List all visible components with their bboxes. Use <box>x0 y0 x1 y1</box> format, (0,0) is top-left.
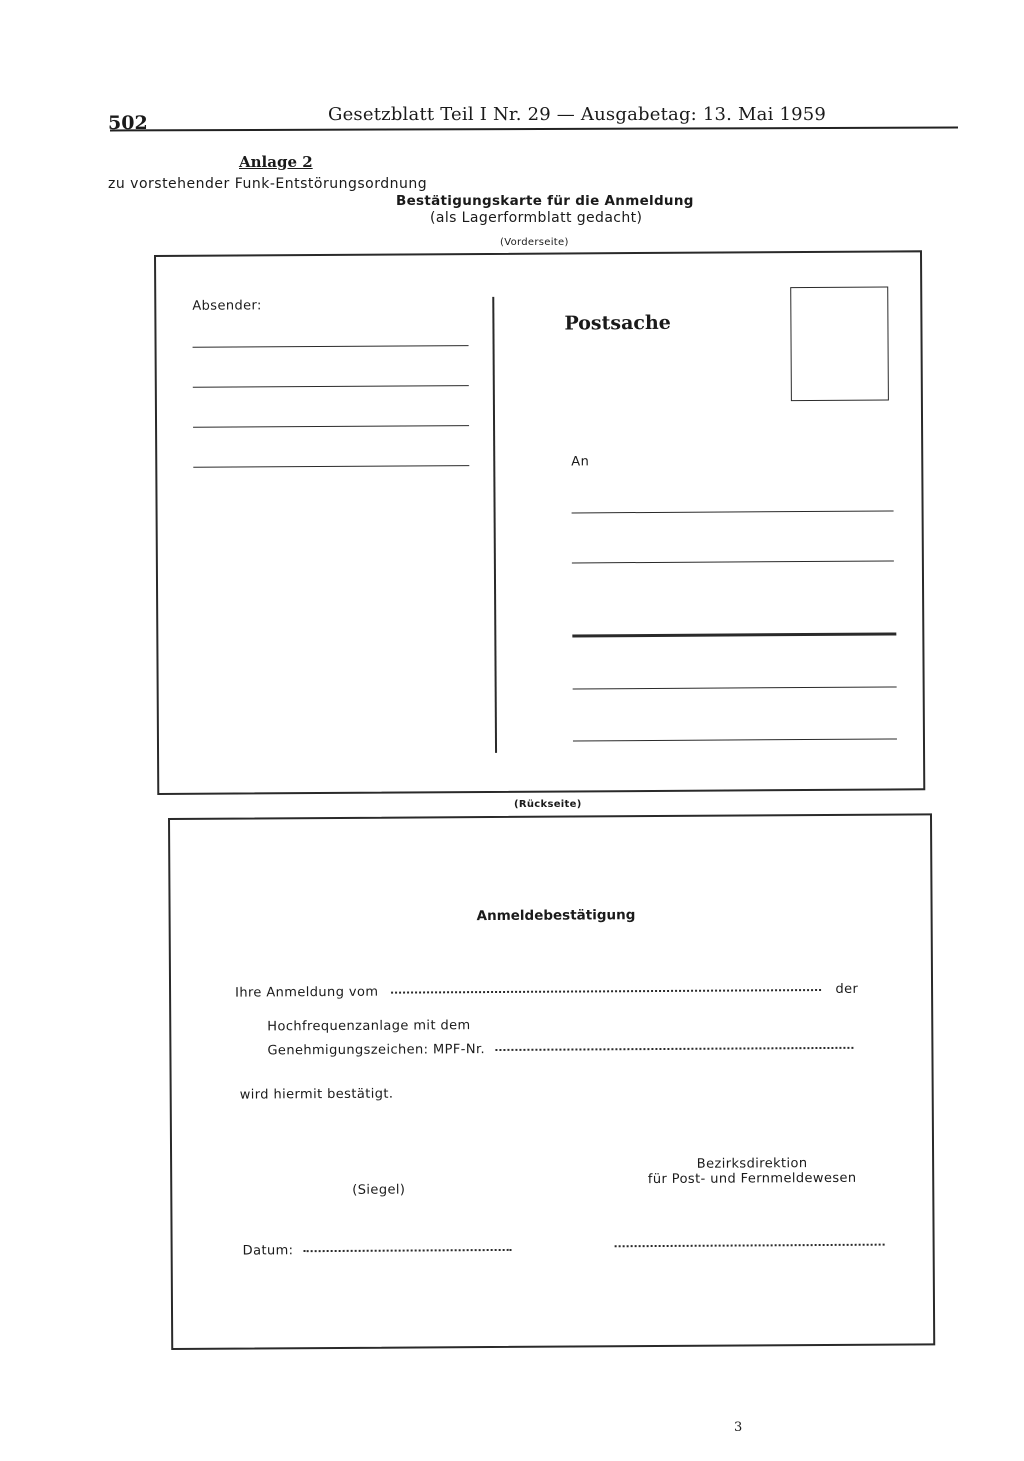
hf-line: Hochfrequenzanlage mit dem <box>267 1018 471 1035</box>
address-line <box>572 510 894 513</box>
approval-number-row <box>267 1040 887 1059</box>
signature-dots <box>615 1244 885 1248</box>
back-side-label: (Rückseite) <box>514 799 582 810</box>
sender-line <box>193 465 469 468</box>
address-line <box>572 632 896 637</box>
address-line <box>573 738 897 741</box>
registration-date-row <box>235 982 895 1001</box>
address-line <box>572 560 894 563</box>
card-subtitle: (als Lagerformblatt gedacht) <box>430 210 643 226</box>
header-rule <box>110 127 958 132</box>
registration-date-dots <box>391 989 821 994</box>
sender-label: Absender: <box>192 298 262 314</box>
sender-line <box>193 345 469 348</box>
confirmation-text: wird hiermit bestätigt. <box>239 1086 394 1103</box>
gazette-header-title: Gesetzblatt Teil I Nr. 29 — Ausgabetag: 13. Mai 1959 <box>328 104 827 125</box>
date-label: Datum: <box>242 1243 294 1259</box>
front-side-label: (Vorderseite) <box>500 237 569 248</box>
stamp-box <box>790 287 889 402</box>
card-title: Bestätigungskarte für die Anmeldung <box>396 193 694 209</box>
sender-line <box>193 425 469 428</box>
annex-reference: zu vorstehender Funk-Entstörungsordnung <box>108 176 428 192</box>
issuer-line-2: für Post- und Fernmeldewesen <box>647 1170 857 1188</box>
postcard-back <box>168 813 935 1350</box>
card-divider <box>492 297 497 753</box>
sender-line <box>193 385 469 388</box>
issuer-line-1: Bezirksdirektion <box>696 1156 808 1172</box>
address-line <box>573 686 897 689</box>
approval-number-label: Genehmigungszeichen: MPF-Nr. <box>267 1042 486 1059</box>
registration-date-suffix: der <box>835 981 859 997</box>
page-mark: 3 <box>734 1420 743 1435</box>
confirmation-title: Anmeldebestätigung <box>476 907 636 925</box>
approval-number-dots <box>496 1046 854 1050</box>
seal-label: (Siegel) <box>352 1182 406 1198</box>
anlage-label: Anlage 2 <box>239 153 313 171</box>
page-number: 502 <box>108 112 148 134</box>
date-row <box>243 1242 543 1259</box>
recipient-label: An <box>571 454 590 470</box>
date-dots <box>304 1248 512 1251</box>
postcard-front <box>154 250 925 795</box>
postsache-label: Postsache <box>564 311 671 335</box>
registration-date-label: Ihre Anmeldung vom <box>235 984 379 1001</box>
issuer-block <box>632 1156 872 1187</box>
